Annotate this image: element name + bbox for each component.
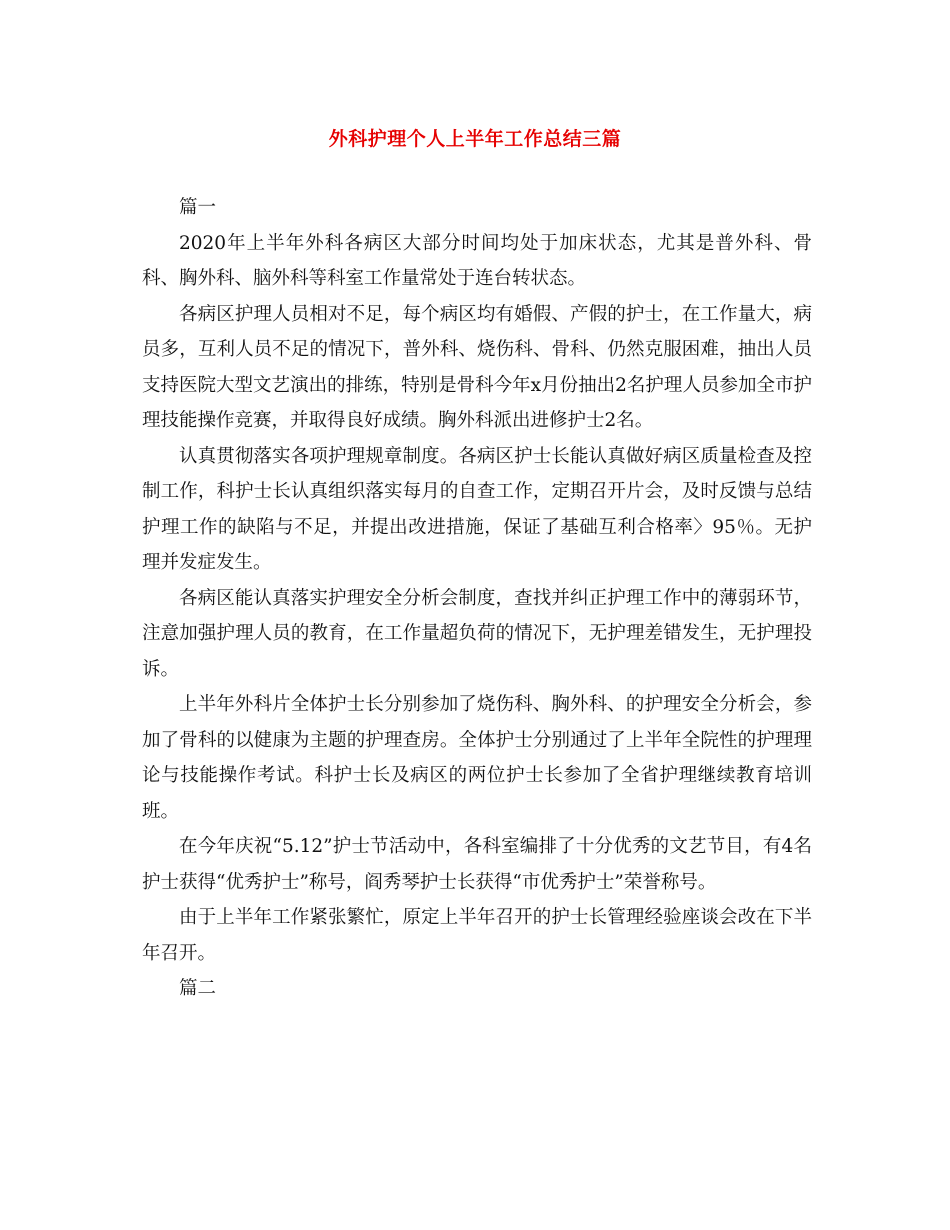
section-heading-2: 篇二 bbox=[179, 978, 217, 999]
paragraph: 在今年庆祝“5.12”护士节活动中，各科室编排了十分优秀的文艺节目，有4名护士获得“优秀护士”称号，阎秀琴护士长获得“市优秀护士”荣誉称号。 bbox=[142, 836, 812, 893]
paragraph: 各病区能认真落实护理安全分析会制度，查找并纠正护理工作中的薄弱环节，注意加强护理人员的教育，在工作量超负荷的情况下，无护理差错发生，无护理投诉。 bbox=[142, 587, 812, 680]
paragraph: 上半年外科片全体护士长分别参加了烧伤科、胸外科、的护理安全分析会，参加了骨科的以健康为主题的护理查房。全体护士分别通过了上半年全院性的护理理论与技能操作考试。科护士长及病区的两位护士长参加了全省护理继续教育培训班。 bbox=[142, 694, 812, 822]
document-title: 外科护理个人上半年工作总结三篇 bbox=[328, 128, 622, 150]
document-body bbox=[142, 190, 812, 1007]
paragraph: 各病区护理人员相对不足，每个病区均有婚假、产假的护士，在工作量大，病员多，互利人员不足的情况下，普外科、烧伤科、骨科、仍然克服困难，抽出人员支持医院大型文艺演出的排练，特别是骨科今年x月份抽出2名护理人员参加全市护理技能操作竞赛，并取得良好成绩。胸外科派出进修护士2名。 bbox=[142, 303, 812, 431]
paragraph: 由于上半年工作紧张繁忙，原定上半年召开的护士长管理经验座谈会改在下半年召开。 bbox=[142, 907, 812, 964]
section-heading-1: 篇一 bbox=[179, 197, 217, 218]
paragraph: 认真贯彻落实各项护理规章制度。各病区护士长能认真做好病区质量检查及控制工作，科护士长认真组织落实每月的自查工作，定期召开片会，及时反馈与总结护理工作的缺陷与不足，并提出改进措施，保证了基础互利合格率〉95％。无护理并发症发生。 bbox=[142, 445, 812, 573]
paragraph: 2020年上半年外科各病区大部分时间均处于加床状态，尤其是普外科、骨科、胸外科、脑外科等科室工作量常处于连台转状态。 bbox=[142, 232, 812, 289]
